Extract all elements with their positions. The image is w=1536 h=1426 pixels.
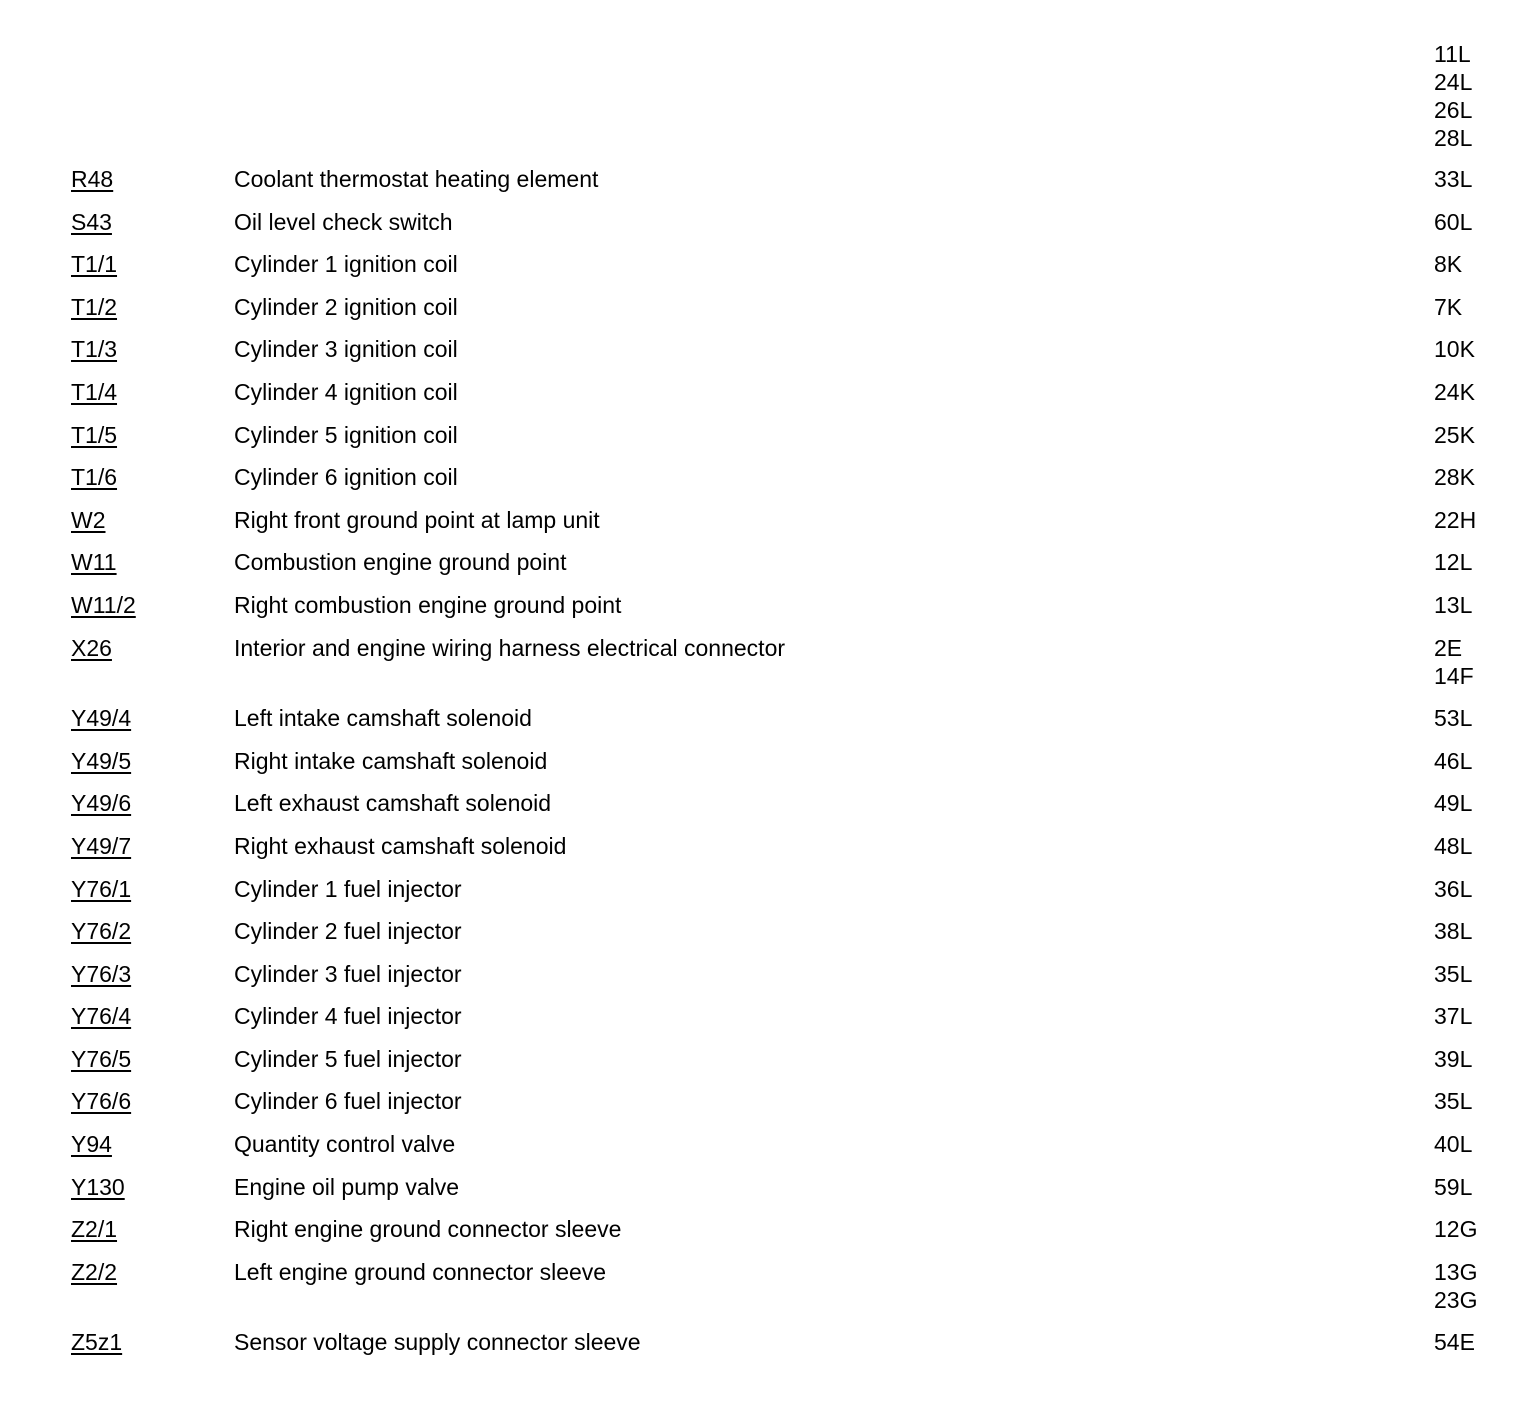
component-code-link[interactable]: T1/4 xyxy=(71,378,118,405)
location-list xyxy=(1434,747,1472,775)
table-row xyxy=(0,165,1536,193)
location-ref: 23G xyxy=(1434,1286,1478,1313)
location-list xyxy=(1434,293,1462,321)
location-ref: 11L xyxy=(1434,41,1471,67)
component-description: Coolant thermostat heating element xyxy=(234,166,599,192)
component-description: Cylinder 4 fuel injector xyxy=(234,1003,462,1030)
location-ref: 36L xyxy=(1434,875,1473,902)
table-row xyxy=(0,832,1536,860)
location-list xyxy=(1434,1215,1477,1243)
component-code-link[interactable]: W11/2 xyxy=(71,591,136,618)
location-list xyxy=(1434,789,1472,817)
component-code-link[interactable]: Y76/3 xyxy=(71,960,132,987)
location-list xyxy=(1434,832,1472,860)
component-code-link[interactable]: Z2/2 xyxy=(71,1258,118,1285)
component-description: Right exhaust camshaft solenoid xyxy=(234,832,567,859)
location-ref: 26L xyxy=(1434,97,1473,123)
component-code-link[interactable]: W2 xyxy=(71,506,106,533)
table-row xyxy=(0,1002,1536,1030)
location-list xyxy=(1434,378,1475,406)
location-ref: 28K xyxy=(1434,464,1475,491)
component-code-link[interactable]: T1/1 xyxy=(71,251,118,278)
component-description: Oil level check switch xyxy=(234,208,453,235)
component-description: Right engine ground connector sleeve xyxy=(234,1216,622,1243)
table-row xyxy=(0,960,1536,988)
location-ref: 24L xyxy=(1434,69,1473,95)
table-row xyxy=(0,591,1536,619)
component-code-link[interactable]: Y49/5 xyxy=(71,747,132,774)
table-row xyxy=(0,506,1536,534)
component-code-link[interactable]: S43 xyxy=(71,208,112,235)
component-description: Engine oil pump valve xyxy=(234,1173,460,1200)
component-description: Cylinder 6 ignition coil xyxy=(234,464,458,491)
component-code-link[interactable]: Y76/6 xyxy=(71,1088,132,1115)
table-row xyxy=(0,1328,1536,1356)
component-description: Cylinder 6 fuel injector xyxy=(234,1088,462,1115)
component-code-link[interactable]: X26 xyxy=(71,634,112,661)
location-list xyxy=(1434,1002,1472,1030)
location-ref: 46L xyxy=(1434,747,1473,774)
table-row xyxy=(0,421,1536,449)
continuation-locations xyxy=(1434,40,1472,152)
table-row xyxy=(0,1045,1536,1073)
location-list xyxy=(1434,1130,1472,1158)
location-list xyxy=(1434,1258,1477,1314)
component-legend-table xyxy=(0,165,1536,1371)
location-list xyxy=(1434,548,1472,576)
location-list xyxy=(1434,335,1475,363)
component-code-link[interactable]: T1/3 xyxy=(71,336,118,363)
component-code-link[interactable]: T1/2 xyxy=(71,293,118,320)
component-code-link[interactable]: T1/6 xyxy=(71,464,118,491)
location-ref: 14F xyxy=(1434,662,1474,689)
location-ref: 53L xyxy=(1434,705,1473,732)
location-list xyxy=(1434,704,1472,732)
location-ref: 38L xyxy=(1434,918,1473,945)
location-ref: 28L xyxy=(1434,125,1473,151)
table-row xyxy=(0,1215,1536,1243)
table-row xyxy=(0,917,1536,945)
component-code-link[interactable]: Y76/2 xyxy=(71,918,132,945)
location-ref: 12L xyxy=(1434,549,1473,576)
location-ref: 35L xyxy=(1434,1088,1473,1115)
location-ref: 8K xyxy=(1434,251,1463,278)
location-ref: 33L xyxy=(1434,166,1473,192)
component-description: Interior and engine wiring harness electrical connector xyxy=(234,634,786,661)
component-description: Cylinder 3 ignition coil xyxy=(234,336,458,363)
component-code-link[interactable]: Y49/6 xyxy=(71,790,132,817)
component-description: Left intake camshaft solenoid xyxy=(234,705,532,732)
table-row xyxy=(0,1173,1536,1201)
component-code-link[interactable]: Y49/7 xyxy=(71,832,132,859)
table-row xyxy=(0,335,1536,363)
location-ref: 13G xyxy=(1434,1258,1478,1285)
component-description: Right combustion engine ground point xyxy=(234,591,622,618)
location-list xyxy=(1434,1173,1472,1201)
table-row xyxy=(0,1087,1536,1115)
component-code-link[interactable]: Z5z1 xyxy=(71,1329,123,1356)
table-row xyxy=(0,208,1536,236)
location-ref: 25K xyxy=(1434,421,1475,448)
location-ref: 24K xyxy=(1434,378,1475,405)
component-code-link[interactable]: Y130 xyxy=(71,1173,125,1200)
location-list xyxy=(1434,421,1475,449)
component-description: Left engine ground connector sleeve xyxy=(234,1258,607,1285)
table-row xyxy=(0,250,1536,278)
component-code-link[interactable]: Z2/1 xyxy=(71,1216,118,1243)
location-ref: 60L xyxy=(1434,208,1473,235)
location-ref: 40L xyxy=(1434,1131,1473,1158)
component-code-link[interactable]: Y76/5 xyxy=(71,1045,132,1072)
location-list xyxy=(1434,634,1474,690)
location-ref: 49L xyxy=(1434,790,1473,817)
location-list xyxy=(1434,208,1472,236)
table-row xyxy=(0,463,1536,491)
table-row xyxy=(0,789,1536,817)
location-ref: 13L xyxy=(1434,591,1473,618)
location-list xyxy=(1434,1045,1472,1073)
location-ref: 22H xyxy=(1434,506,1477,533)
location-list xyxy=(1434,463,1475,491)
location-ref: 7K xyxy=(1434,293,1463,320)
component-code-link[interactable]: Y94 xyxy=(71,1131,112,1158)
component-code-link[interactable]: W11 xyxy=(71,549,117,576)
component-description: Quantity control valve xyxy=(234,1131,456,1158)
component-description: Cylinder 2 fuel injector xyxy=(234,918,462,945)
component-code-link[interactable]: T1/5 xyxy=(71,421,118,448)
location-ref: 59L xyxy=(1434,1173,1473,1200)
component-code-link[interactable]: Y76/1 xyxy=(71,875,132,902)
location-ref: 35L xyxy=(1434,960,1473,987)
component-description: Cylinder 2 ignition coil xyxy=(234,293,458,320)
location-ref: 10K xyxy=(1434,336,1475,363)
table-row xyxy=(0,378,1536,406)
location-list xyxy=(1434,250,1462,278)
component-code-link[interactable]: R48 xyxy=(71,166,114,192)
table-row xyxy=(0,704,1536,732)
component-description: Cylinder 5 fuel injector xyxy=(234,1045,462,1072)
component-description: Combustion engine ground point xyxy=(234,549,567,576)
location-list xyxy=(1434,165,1472,193)
location-list xyxy=(1434,1087,1472,1115)
table-row xyxy=(0,634,1536,690)
location-ref: 39L xyxy=(1434,1045,1473,1072)
location-list xyxy=(1434,960,1472,988)
location-list xyxy=(1434,506,1476,534)
component-description: Cylinder 1 ignition coil xyxy=(234,251,458,278)
location-ref: 37L xyxy=(1434,1003,1473,1030)
component-code-link[interactable]: Y49/4 xyxy=(71,705,132,732)
location-list xyxy=(1434,917,1472,945)
component-description: Cylinder 1 fuel injector xyxy=(234,875,462,902)
location-list xyxy=(1434,875,1472,903)
location-list xyxy=(1434,591,1472,619)
component-description: Sensor voltage supply connector sleeve xyxy=(234,1329,641,1356)
location-ref: 54E xyxy=(1434,1329,1475,1356)
location-ref: 2E xyxy=(1434,634,1463,661)
component-description: Right intake camshaft solenoid xyxy=(234,747,548,774)
component-description: Left exhaust camshaft solenoid xyxy=(234,790,552,817)
component-description: Right front ground point at lamp unit xyxy=(234,506,600,533)
table-row xyxy=(0,1258,1536,1314)
component-description: Cylinder 5 ignition coil xyxy=(234,421,458,448)
table-row xyxy=(0,875,1536,903)
component-description: Cylinder 3 fuel injector xyxy=(234,960,462,987)
table-row xyxy=(0,1130,1536,1158)
location-list xyxy=(1434,1328,1475,1356)
component-description: Cylinder 4 ignition coil xyxy=(234,378,458,405)
location-ref: 48L xyxy=(1434,832,1473,859)
component-code-link[interactable]: Y76/4 xyxy=(71,1003,132,1030)
table-row xyxy=(0,548,1536,576)
table-row xyxy=(0,747,1536,775)
location-ref: 12G xyxy=(1434,1216,1478,1243)
table-row xyxy=(0,293,1536,321)
